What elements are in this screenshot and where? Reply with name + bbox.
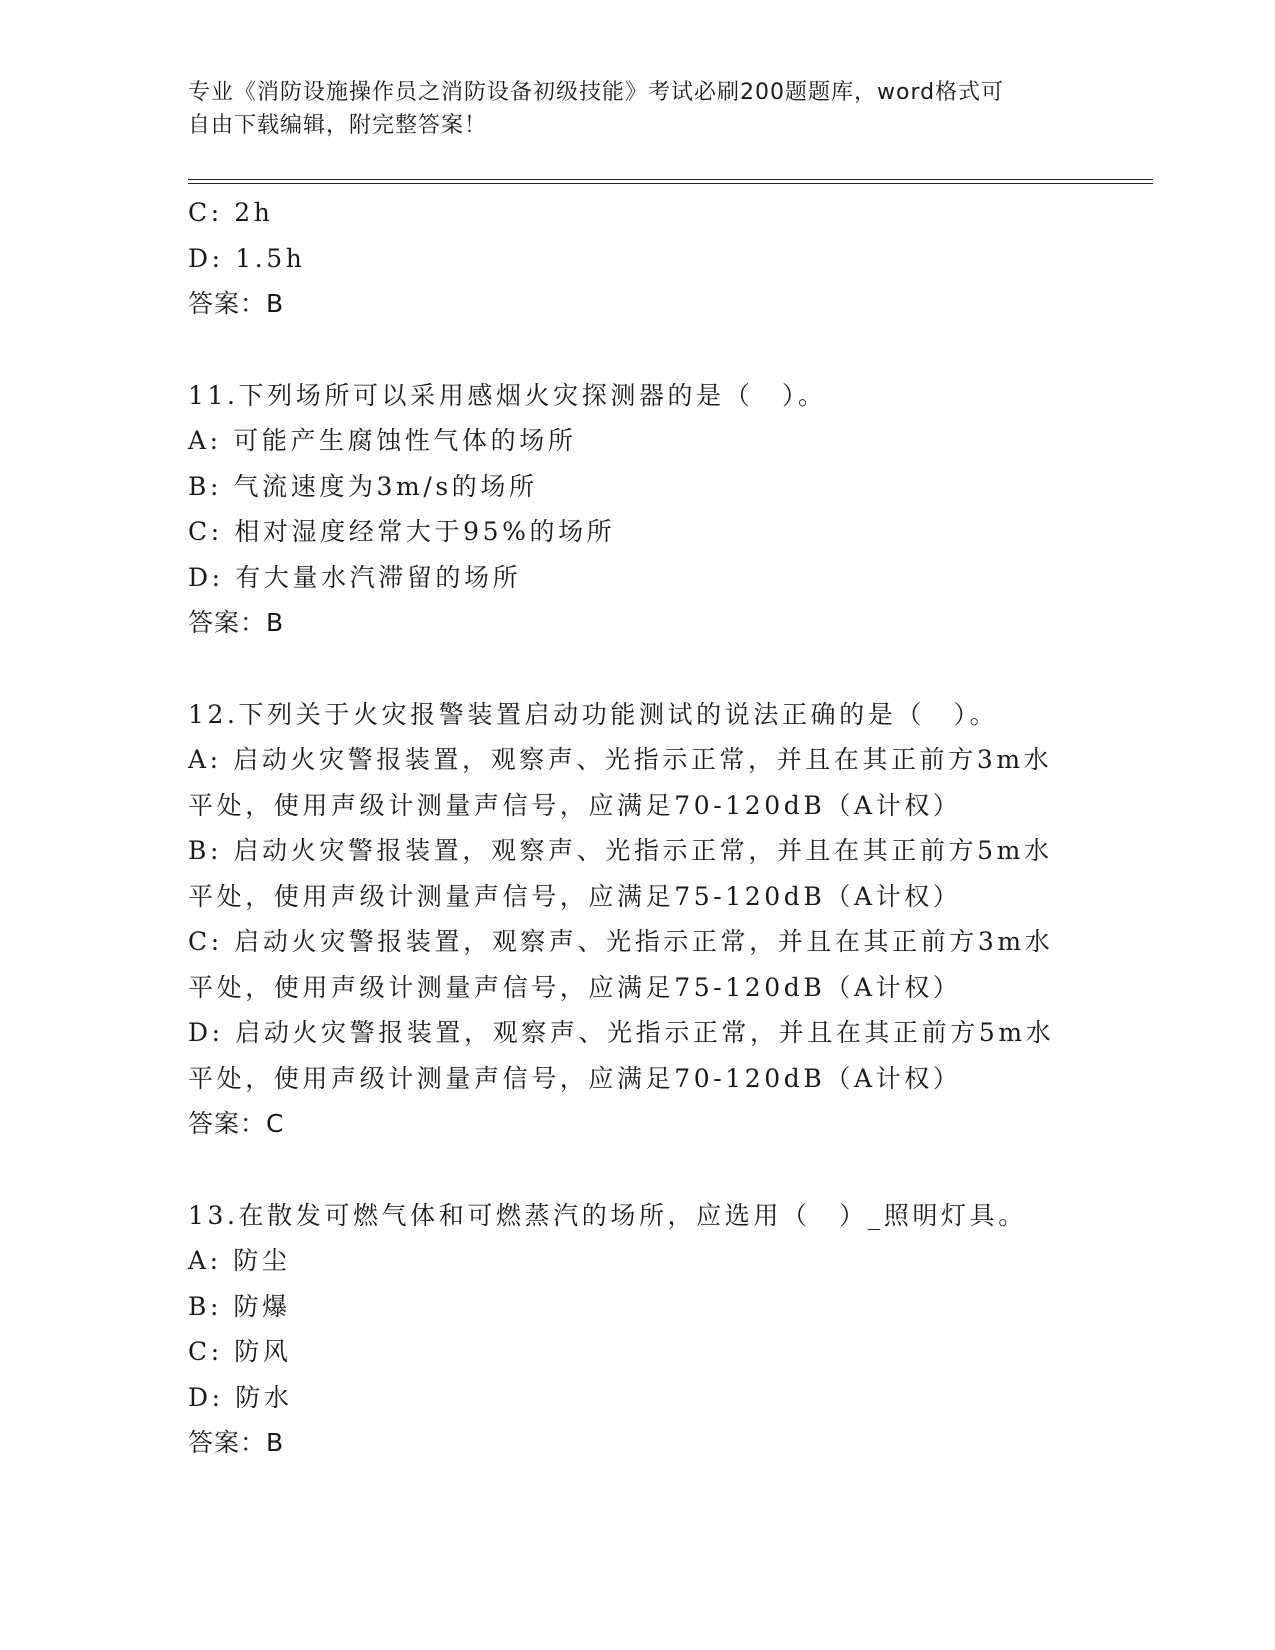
page-header	[188, 76, 1078, 142]
option-c: C: 2h	[188, 198, 274, 227]
question-12	[188, 692, 1088, 1147]
answer: 答案：B	[188, 1428, 285, 1457]
question-13	[188, 1193, 1088, 1466]
header-line-2: 自由下载编辑，附完整答案！	[188, 113, 488, 138]
question-list	[188, 190, 1088, 1466]
option-a: A: 可能产生腐蚀性气体的场所	[188, 426, 577, 455]
header-line-1: 专业《消防设施操作员之消防设备初级技能》考试必刷200题题库，word格式可	[188, 80, 1005, 105]
question-stem: 12.下列关于火灾报警装置启动功能测试的说法正确的是（ ）。	[188, 699, 999, 729]
option-b-line-2: 平处，使用声级计测量声信号，应满足75-120dB（A计权）	[188, 881, 962, 911]
option-d-line-1: D: 启动火灾警报装置，观察声、光指示正常，并且在其正前方5m水	[188, 1018, 1055, 1047]
question-11	[188, 373, 1088, 646]
option-c-line-2: 平处，使用声级计测量声信号，应满足75-120dB（A计权）	[188, 972, 962, 1002]
question-stem: 13.在散发可燃气体和可燃蒸汽的场所，应选用（ ）_照明灯具。	[188, 1200, 1027, 1230]
question-stem: 11.下列场所可以采用感烟火灾探测器的是（ ）。	[188, 380, 827, 410]
option-d: D: 有大量水汽滞留的场所	[188, 562, 522, 592]
option-d-line-2: 平处，使用声级计测量声信号，应满足70-120dB（A计权）	[188, 1063, 962, 1093]
answer: 答案：B	[188, 608, 285, 637]
header-divider-bottom	[188, 183, 1153, 184]
option-b-line-1: B: 启动火灾警报装置，观察声、光指示正常，并且在其正前方5m水	[188, 836, 1053, 865]
option-a: A: 防尘	[188, 1246, 291, 1275]
answer: 答案：C	[188, 1109, 285, 1138]
option-c-line-1: C: 启动火灾警报装置，观察声、光指示正常，并且在其正前方3m水	[188, 927, 1054, 956]
option-b: B: 气流速度为3m/s的场所	[188, 471, 538, 501]
option-d: D: 防水	[188, 1382, 293, 1412]
option-a-line-2: 平处，使用声级计测量声信号，应满足70-120dB（A计权）	[188, 790, 962, 820]
option-a-line-1: A: 启动火灾警报装置，观察声、光指示正常，并且在其正前方3m水	[188, 745, 1053, 774]
option-b: B: 防爆	[188, 1291, 291, 1321]
question-prev	[188, 190, 1088, 327]
option-d: D: 1.5h	[188, 243, 306, 273]
option-c: C: 防风	[188, 1337, 292, 1366]
answer: 答案：B	[188, 289, 285, 318]
header-divider-top	[188, 179, 1153, 180]
option-c: C: 相对湿度经常大于95%的场所	[188, 517, 616, 546]
